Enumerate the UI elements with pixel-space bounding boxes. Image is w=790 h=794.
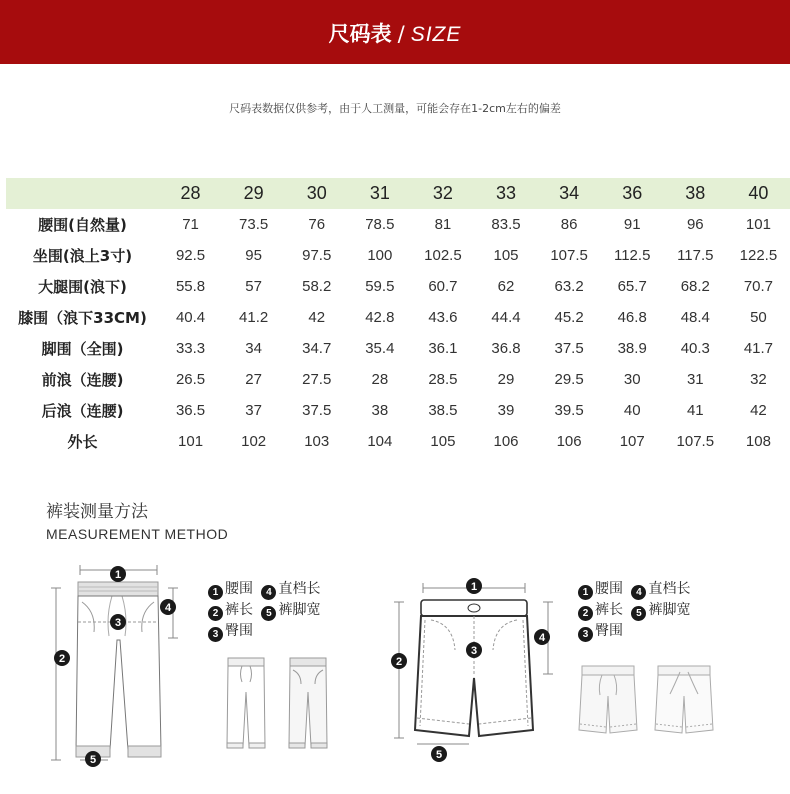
measurement-value: 95 <box>245 247 262 264</box>
legend-item <box>631 579 690 600</box>
measurement-value: 34 <box>245 340 262 357</box>
size-header: 38 <box>664 178 727 209</box>
size-header: 29 <box>222 178 285 209</box>
method-title-en: MEASUREMENT METHOD <box>46 526 229 542</box>
measurement-row <box>6 426 790 457</box>
measurement-value: 32 <box>750 371 767 388</box>
measurement-row <box>6 240 790 271</box>
measurement-value: 37.5 <box>554 340 584 357</box>
badge-hem: 5 <box>435 749 443 761</box>
measurement-value: 46.8 <box>617 309 647 326</box>
measurement-value: 96 <box>686 216 704 233</box>
measurement-value: 28 <box>371 371 389 388</box>
size-header: 31 <box>348 178 411 209</box>
shorts-front-thumbnail-icon <box>574 660 642 740</box>
measurement-value: 78.5 <box>365 216 395 233</box>
size-table <box>6 178 790 457</box>
legend-label: 裤长 <box>225 602 253 618</box>
jogger-back-thumbnail-icon <box>284 654 332 754</box>
legend-number: 1 <box>578 585 593 600</box>
measurement-value: 106 <box>556 433 582 450</box>
measurement-value: 103 <box>304 433 330 450</box>
legend-label: 裤脚宽 <box>278 602 321 618</box>
measurement-row <box>6 364 790 395</box>
measurement-value: 36.1 <box>428 340 458 357</box>
measurement-value: 76 <box>308 216 326 233</box>
measurement-value: 44.4 <box>491 309 521 326</box>
measurement-value: 112.5 <box>613 247 651 264</box>
disclaimer-note: 尺码表数据仅供参考，由于人工测量，可能会存在1-2cm左右的偏差 <box>229 102 561 115</box>
legend-number: 5 <box>631 606 646 621</box>
measurement-row <box>6 302 790 333</box>
measurement-value: 40.3 <box>680 340 710 357</box>
measurement-value: 30 <box>623 371 641 388</box>
banner-title <box>0 18 790 48</box>
title-cn: 尺码表 <box>328 22 392 46</box>
legend-row <box>208 579 324 600</box>
measurement-label: 坐围(浪上3寸) <box>32 247 133 265</box>
legend-label: 直档长 <box>648 581 691 597</box>
measurement-row <box>6 395 790 426</box>
measurement-value: 36.8 <box>491 340 521 357</box>
measurement-value: 27.5 <box>302 371 332 388</box>
measurement-row <box>6 271 790 302</box>
measurement-value: 27 <box>245 371 262 388</box>
measurement-value: 57 <box>245 278 262 295</box>
size-header: 30 <box>285 178 348 209</box>
legend-item <box>578 621 623 642</box>
size-header: 34 <box>538 178 601 209</box>
badge-hem: 5 <box>89 754 97 766</box>
measurement-label: 外长 <box>67 433 98 451</box>
legend-item <box>261 600 320 621</box>
shorts-diagram-icon <box>385 570 555 770</box>
badge-length: 2 <box>395 656 403 668</box>
measurement-value: 42 <box>750 402 767 419</box>
measurement-value: 42.8 <box>365 309 395 326</box>
measurement-value: 73.5 <box>239 216 269 233</box>
measurement-value: 63.2 <box>554 278 584 295</box>
measurement-value: 40.4 <box>175 309 206 326</box>
measurement-value: 102.5 <box>424 247 462 264</box>
measurement-row <box>6 209 790 240</box>
measurement-value: 38.5 <box>428 402 458 419</box>
measurement-value: 65.7 <box>617 278 647 295</box>
measurement-value: 107.5 <box>676 433 715 450</box>
legend-number: 4 <box>631 585 646 600</box>
measurement-value: 38 <box>371 402 389 419</box>
size-header: 36 <box>601 178 664 209</box>
measurement-value: 43.6 <box>428 309 458 326</box>
legend-item <box>631 600 690 621</box>
measurement-value: 34.7 <box>302 340 332 357</box>
measurement-value: 38.9 <box>617 340 647 357</box>
shorts-back-thumbnail-icon <box>650 660 718 740</box>
size-header: 40 <box>727 178 790 209</box>
measurement-value: 29.5 <box>554 371 584 388</box>
measurement-value: 107 <box>619 433 645 450</box>
measurement-value: 39 <box>497 402 515 419</box>
measurement-value: 29 <box>497 371 515 388</box>
legend-row <box>208 621 324 642</box>
measurement-value: 48.4 <box>680 309 710 326</box>
legend-label: 臀围 <box>595 623 623 639</box>
measurement-value: 50 <box>750 309 767 326</box>
measurement-value: 41.7 <box>743 340 774 357</box>
legend-number: 5 <box>261 606 276 621</box>
measurement-value: 107.5 <box>550 247 588 264</box>
title-en: SIZE <box>410 23 462 46</box>
measurement-value: 31 <box>686 371 704 388</box>
title-separator: / <box>397 22 405 46</box>
measurement-label: 脚围（全围) <box>41 340 124 358</box>
legend-label: 裤长 <box>595 602 623 618</box>
measurement-value: 101 <box>178 433 204 450</box>
measurement-value: 86 <box>560 216 578 233</box>
measurement-value: 55.8 <box>175 278 206 295</box>
measurement-value: 117.5 <box>677 247 714 264</box>
legend-number: 3 <box>578 627 593 642</box>
measurement-value: 122.5 <box>739 247 778 264</box>
legend-right <box>578 579 694 642</box>
measurement-label: 前浪（连腰) <box>41 371 124 389</box>
badge-waist: 1 <box>470 581 478 593</box>
legend-label: 裤脚宽 <box>648 602 691 618</box>
size-table-body <box>6 209 790 457</box>
measurement-label: 膝围（浪下33CM) <box>18 309 147 327</box>
badge-rise: 4 <box>538 632 546 644</box>
badge-length: 2 <box>58 653 66 665</box>
measurement-value: 81 <box>434 216 452 233</box>
badge-rise: 4 <box>164 602 172 614</box>
measurement-value: 101 <box>745 216 771 233</box>
measurement-value: 37.5 <box>302 402 332 419</box>
size-header: 32 <box>411 178 474 209</box>
measurement-value: 100 <box>367 247 393 264</box>
legend-item <box>208 600 253 621</box>
measurement-value: 70.7 <box>743 278 774 295</box>
measurement-value: 28.5 <box>428 371 458 388</box>
measurement-row <box>6 333 790 364</box>
measurement-value: 68.2 <box>680 278 710 295</box>
measurement-value: 60.7 <box>428 278 458 295</box>
measurement-value: 42 <box>308 309 326 326</box>
jogger-front-thumbnail-icon <box>222 654 270 754</box>
legend-label: 腰围 <box>225 581 253 597</box>
long-pants-diagram-icon <box>40 560 190 775</box>
measurement-value: 41.2 <box>239 309 269 326</box>
measurement-value: 92.5 <box>175 247 206 264</box>
legend-number: 3 <box>208 627 223 642</box>
legend-row <box>578 579 694 600</box>
legend-label: 腰围 <box>595 581 623 597</box>
measurement-value: 41 <box>686 402 704 419</box>
size-header: 28 <box>159 178 222 209</box>
measurement-value: 58.2 <box>302 278 332 295</box>
legend-label: 臀围 <box>225 623 253 639</box>
legend-left <box>208 579 324 642</box>
legend-row <box>208 600 324 621</box>
measurement-value: 91 <box>623 216 641 233</box>
legend-item <box>578 579 623 600</box>
badge-hip: 3 <box>114 617 122 629</box>
legend-row <box>578 621 694 642</box>
corner-cell <box>6 178 159 209</box>
legend-row <box>578 600 694 621</box>
measurement-value: 102 <box>241 433 267 450</box>
measurement-value: 33.3 <box>175 340 206 357</box>
legend-number: 1 <box>208 585 223 600</box>
measurement-label: 大腿围(浪下) <box>38 278 127 296</box>
legend-number: 4 <box>261 585 276 600</box>
measurement-value: 83.5 <box>491 216 521 233</box>
measurement-value: 37 <box>245 402 262 419</box>
size-header: 33 <box>474 178 537 209</box>
measurement-value: 97.5 <box>302 247 332 264</box>
legend-item <box>208 621 253 642</box>
measurement-value: 36.5 <box>175 402 206 419</box>
measurement-value: 45.2 <box>554 309 584 326</box>
badge-waist: 1 <box>114 569 122 581</box>
size-header-row <box>6 178 790 209</box>
legend-item <box>261 579 320 600</box>
legend-item <box>578 600 623 621</box>
measurement-value: 105 <box>430 433 456 450</box>
measurement-value: 59.5 <box>365 278 395 295</box>
measurement-value: 104 <box>367 433 393 450</box>
legend-item <box>208 579 253 600</box>
measurement-label: 后浪（连腰) <box>41 402 124 420</box>
measurement-value: 71 <box>182 216 199 233</box>
measurement-value: 106 <box>493 433 519 450</box>
legend-number: 2 <box>208 606 223 621</box>
measurement-value: 105 <box>493 247 519 264</box>
measurement-value: 35.4 <box>365 340 395 357</box>
measurement-label: 腰围(自然量) <box>38 216 127 234</box>
method-title-cn: 裤装测量方法 <box>46 502 148 522</box>
title-banner <box>0 0 790 64</box>
legend-number: 2 <box>578 606 593 621</box>
measurement-value: 40 <box>623 402 641 419</box>
legend-label: 直档长 <box>278 581 321 597</box>
measurement-value: 62 <box>497 278 515 295</box>
measurement-value: 39.5 <box>554 402 584 419</box>
measurement-value: 26.5 <box>175 371 206 388</box>
measurement-value: 108 <box>745 433 771 450</box>
badge-hip: 3 <box>470 645 478 657</box>
